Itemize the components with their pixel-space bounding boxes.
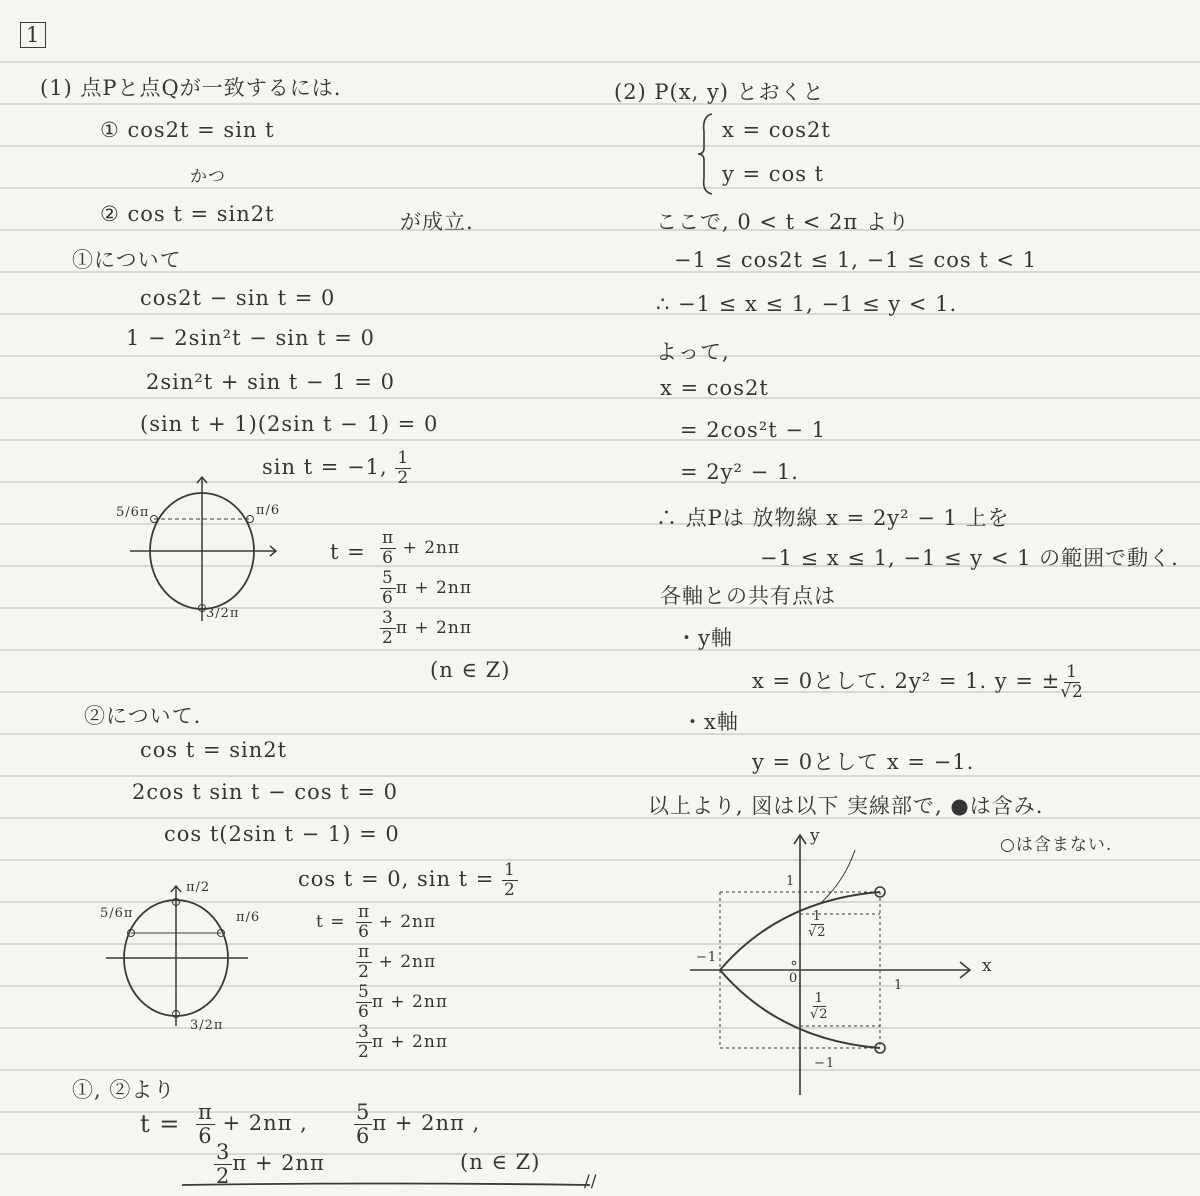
eq1-line-2: 2sin²t + sin t − 1 = 0 — [146, 370, 395, 394]
t2-sol-2: $\frac{5}{6}$ π + 2nπ — [358, 982, 448, 1022]
eq2-line-2: cos t(2sin t − 1) = 0 — [164, 822, 400, 846]
range-line-2: ∴ −1 ≤ x ≤ 1, −1 ≤ y < 1. — [656, 292, 958, 316]
locus-line-1: ∴ 点Pは 放物線 x = 2y² − 1 上を — [656, 506, 1010, 530]
label-pi2: π/2 — [186, 880, 211, 895]
eq1-line-0: cos2t − sin t = 0 — [140, 286, 336, 310]
x-eq-2: = 2y² − 1. — [680, 460, 799, 484]
graph-y-label: y — [810, 826, 821, 846]
from-1-2: ①, ②より — [72, 1078, 176, 1102]
graph-pos-root: $\frac{1}{√2}$ — [808, 909, 827, 940]
katsu-text: かつ — [190, 167, 226, 187]
unit-circle-1 — [120, 475, 290, 625]
unit-circle-2 — [100, 880, 270, 1030]
final-a: $\frac{\pi}{6}$ + 2nπ , — [198, 1100, 308, 1148]
y-axis-calc: x = 0として. 2y² = 1. y = ± $\frac{1}{√2}$ — [752, 662, 1084, 702]
graph-minus-one-bottom: −1 — [814, 1056, 836, 1071]
label-5pi6: 5/6π — [116, 505, 150, 520]
final-underline — [180, 1180, 600, 1190]
here-text: ここで, 0 < t < 2π より — [656, 210, 910, 234]
t2-prefix: t = — [316, 912, 346, 932]
t2-sol-0: $\frac{\pi}{6}$ + 2nπ — [358, 902, 437, 942]
condition-2: ② cos t = sin2t — [100, 202, 275, 226]
graph-x-label: x — [982, 956, 993, 976]
not-included-text: ○は含まない. — [1000, 835, 1113, 855]
x-axis-calc: y = 0として x = −1. — [752, 750, 975, 774]
t1-prefix: t = — [330, 540, 366, 564]
eq2-line-1: 2cos t sin t − cos t = 0 — [132, 780, 399, 804]
n-in-z-2: (n ∈ Z) — [460, 1150, 541, 1174]
label-pi6: π/6 — [256, 503, 281, 518]
problem-number: 1 — [20, 22, 46, 48]
t1-sol-0: $\frac{\pi}{6}$ + 2nπ — [382, 528, 461, 568]
end-mark: // — [584, 1172, 598, 1192]
graph-origin: 0 — [789, 971, 799, 986]
x-eq-1: = 2cos²t − 1 — [680, 418, 826, 442]
condition-1: ① cos2t = sin t — [100, 118, 275, 142]
intersections-text: 各軸との共有点は — [660, 584, 836, 608]
final-c: $\frac{3}{2}$ π + 2nπ — [216, 1140, 325, 1188]
graph-one-top: 1 — [786, 874, 796, 889]
final-b: $\frac{5}{6}$ π + 2nπ , — [356, 1100, 481, 1148]
x-eq-0: x = cos2t — [660, 376, 769, 400]
label-pi6-2: π/6 — [236, 910, 261, 925]
label-3pi2-2: 3/2π — [190, 1018, 224, 1033]
about-eq2: ②について. — [84, 704, 202, 728]
label-5pi6-2: 5/6π — [100, 906, 134, 921]
system-eq-x: x = cos2t — [722, 118, 831, 142]
x-axis-heading: ・x軸 — [682, 710, 739, 734]
n-in-z-1: (n ∈ Z) — [430, 658, 511, 682]
eq1-line-1: 1 − 2sin²t − sin t = 0 — [126, 326, 375, 350]
part1-heading: (1) 点Pと点Qが一致するには. — [40, 76, 342, 100]
eq2-line-0: cos t = sin2t — [140, 738, 288, 762]
part2-heading: (2) P(x, y) とおくと — [614, 80, 825, 104]
range-line-1: −1 ≤ cos2t ≤ 1, −1 ≤ cos t < 1 — [674, 248, 1038, 272]
about-eq1: ①について — [72, 248, 182, 272]
system-brace — [696, 112, 716, 196]
graph-neg-root: $\frac{1}{√2}$ — [810, 991, 829, 1022]
label-3pi2: 3/2π — [206, 606, 240, 621]
system-eq-y: y = cos t — [722, 162, 825, 186]
eq1-result: sin t = −1, $\frac{1}{2}$ — [262, 448, 410, 488]
graph-minus-one-left: −1 — [696, 950, 718, 965]
final-prefix: t = — [140, 1110, 181, 1138]
yotte-text: よって, — [656, 340, 730, 364]
t2-sol-1: $\frac{\pi}{2}$ + 2nπ — [358, 942, 437, 982]
origin-dot — [792, 961, 796, 965]
seiritsu-text: が成立. — [400, 210, 474, 234]
t2-sol-3: $\frac{3}{2}$ π + 2nπ — [358, 1022, 448, 1062]
graph-one-right: 1 — [894, 978, 904, 993]
t1-sol-1: $\frac{5}{6}$ π + 2nπ — [382, 568, 472, 608]
eq1-line-3: (sin t + 1)(2sin t − 1) = 0 — [140, 412, 439, 436]
eq2-result: cos t = 0, sin t = $\frac{1}{2}$ — [298, 860, 516, 900]
conclusion-text: 以上より, 図は以下 実線部で, ●は含み. — [648, 794, 1044, 818]
locus-line-2: −1 ≤ x ≤ 1, −1 ≤ y < 1 の範囲で動く. — [760, 546, 1179, 570]
y-axis-heading: ・y軸 — [676, 626, 733, 650]
t1-sol-2: $\frac{3}{2}$ π + 2nπ — [382, 608, 472, 648]
